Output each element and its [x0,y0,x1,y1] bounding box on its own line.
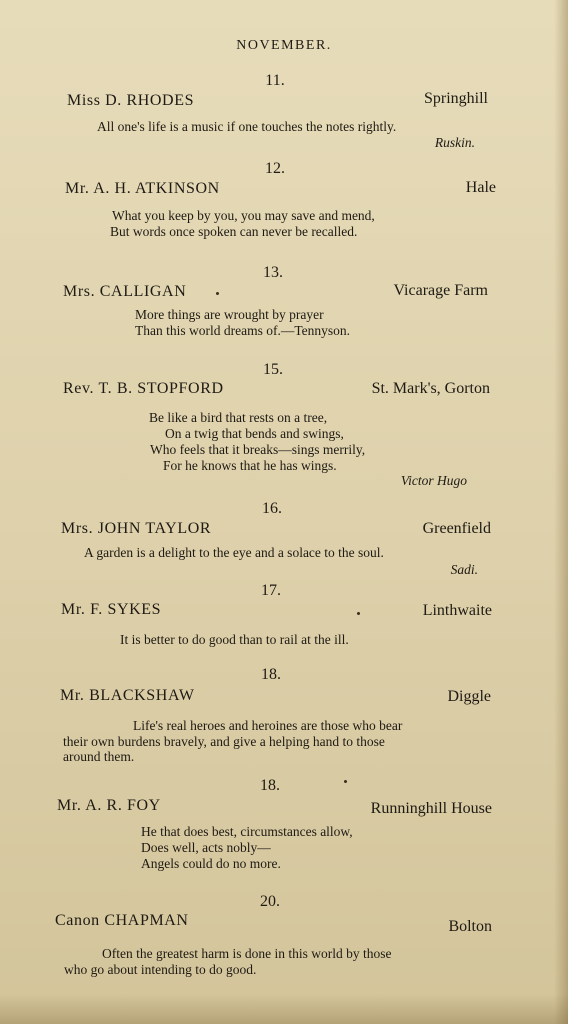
quote-line: Who feels that it breaks—sings merrily, [150,442,366,457]
quote-line: But words once spoken can never be recalled. [110,224,358,239]
quote-line: On a twig that bends and swings, [165,426,344,441]
person-place: Springhill [423,90,488,107]
day-number: 11. [265,72,285,89]
day-number: 20. [260,893,280,910]
quote-line: Does well, acts nobly— [141,840,271,855]
quote-attribution: Victor Hugo [400,473,467,488]
person-place: Vicarage Farm [393,282,488,299]
quote-line: Angels could do no more. [141,856,281,871]
page-edge-shadow [554,0,568,1024]
quote-line: He that does best, circumstances allow, [141,824,353,839]
ink-speck [357,612,360,615]
person-name: Mr. BLACKSHAW [60,687,195,704]
quote-line: Often the greatest harm is done in this world by those [102,946,392,961]
person-name: Rev. T. B. STOPFORD [63,380,224,397]
person-name: Mr. A. R. FOY [57,797,161,814]
day-number: 15. [263,361,283,378]
person-name: Mr. F. SYKES [61,601,162,618]
day-number: 17. [261,582,281,599]
quote-line: For he knows that he has wings. [163,458,337,473]
person-name: Mr. A. H. ATKINSON [65,180,220,197]
quote-line: A garden is a delight to the eye and a solace to the soul. [84,545,384,560]
person-name: Canon CHAPMAN [55,912,189,929]
day-number: 12. [265,160,285,177]
quote-attribution: Sadi. [450,562,478,577]
quote-line: who go about intending to do good. [64,962,257,977]
day-number: 13. [263,264,283,281]
person-name: Mrs. JOHN TAYLOR [61,520,212,537]
person-place: Diggle [447,688,491,705]
month-heading: NOVEMBER. [236,38,332,53]
person-place: Linthwaite [422,602,492,619]
person-name: Mrs. CALLIGAN [63,283,187,300]
day-number: 18. [261,666,281,683]
day-number: 18. [260,777,280,794]
quote-line: More things are wrought by prayer [135,307,324,322]
quote-line: their own burdens bravely, and give a helping hand to those [63,734,385,749]
quote-line: Life's real heroes and heroines are those who bear [133,718,403,733]
ink-speck [344,780,347,783]
ink-speck [216,292,219,295]
page-bottom-shadow [0,994,568,1024]
person-place: St. Mark's, Gorton [371,380,490,397]
quote-line: What you keep by you, you may save and mend, [112,208,375,223]
person-place: Greenfield [422,520,491,537]
person-place: Hale [465,179,496,196]
person-place: Runninghill House [370,800,492,817]
person-place: Bolton [448,918,492,935]
person-name: Miss D. RHODES [67,92,195,109]
quote-line: All one's life is a music if one touches the notes rightly. [97,119,397,134]
quote-attribution: Ruskin. [434,135,475,150]
quote-line: Be like a bird that rests on a tree, [149,410,328,425]
quote-line: It is better to do good than to rail at the ill. [120,632,349,647]
day-number: 16. [262,500,282,517]
quote-line: around them. [63,749,135,764]
quote-line: Than this world dreams of.—Tennyson. [135,323,351,338]
